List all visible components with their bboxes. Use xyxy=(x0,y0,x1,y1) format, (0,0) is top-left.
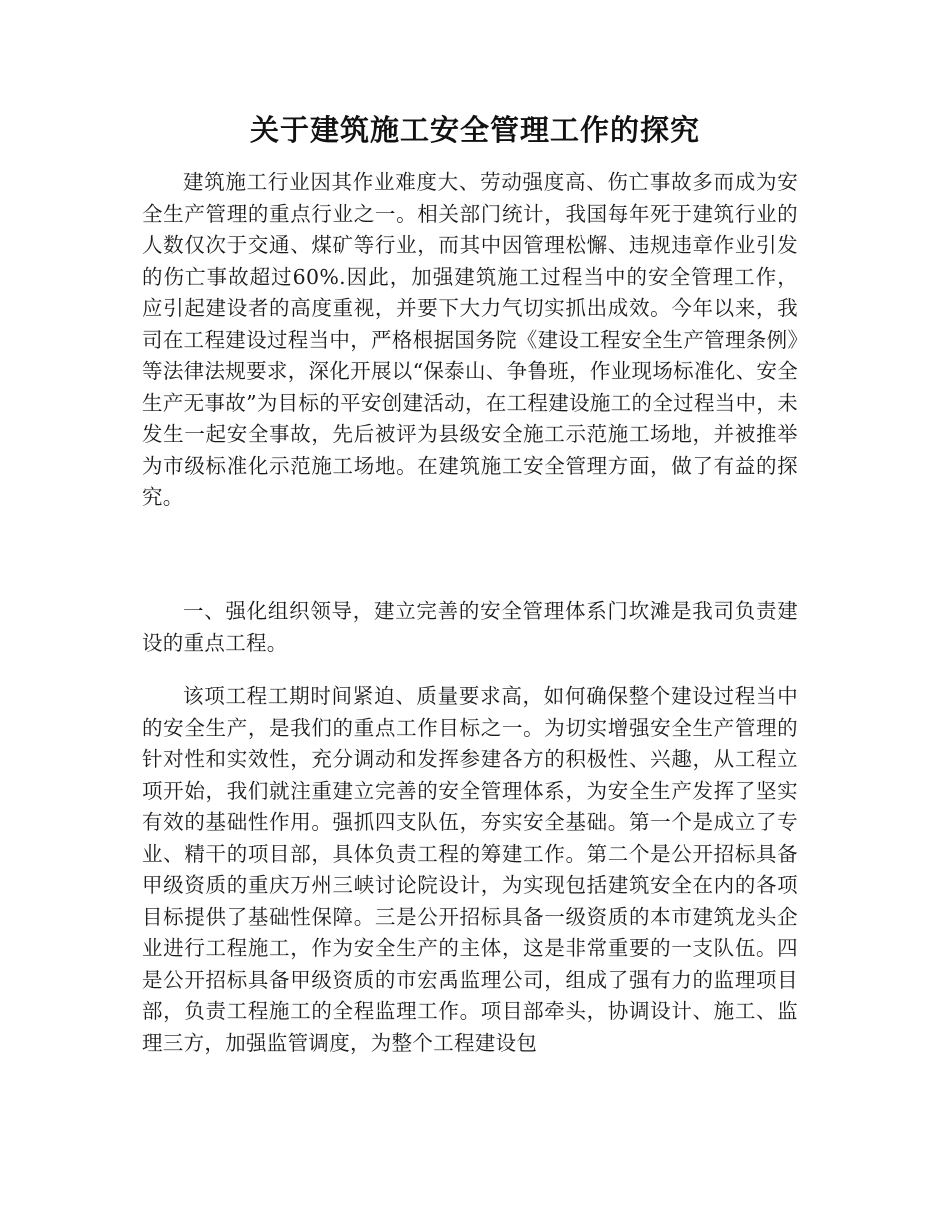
paragraph-section-heading: 一、强化组织领导，建立完善的安全管理体系门坎滩是我司负责建设的重点工程。 xyxy=(142,599,798,655)
paragraph-intro: 建筑施工行业因其作业难度大、劳动强度高、伤亡事故多而成为安全生产管理的重点行业之一。相关部门统计，我国每年死于建筑行业的人数仅次于交通、煤矿等行业，而其中因管理松懈、违规违章作业引发的伤亡事故超过60%.因此，加强建筑施工过程当中的安全管理工作，应引起建设者的高度重视，并要下大力气切实抓出成效。今年以来，我司在工程建设过程当中，严格根据国务院《建设工程安全生产管理条例》等法律法规要求，深化开展以“保泰山、争鲁班，作业现场标准化、安全生产无事故”为目标的平安创建活动，在工程建设施工的全过程当中，未发生一起安全事故，先后被评为县级安全施工示范施工场地，并被推举为市级标准化示范施工场地。在建筑施工安全管理方面，做了有益的探究。 xyxy=(142,170,798,509)
document-title: 关于建筑施工安全管理工作的探究 xyxy=(249,113,700,147)
paragraph-section-body: 该项工程工期时间紧迫、质量要求高，如何确保整个建设过程当中的安全生产，是我们的重点工作目标之一。为切实增强安全生产管理的针对性和实效性，充分调动和发挥参建各方的积极性、兴趣，从工程立项开始，我们就注重建立完善的安全管理体系，为安全生产发挥了坚实有效的基础性作用。强抓四支队伍，夯实安全基础。第一个是成立了专业、精干的项目部，具体负责工程的筹建工作。第二个是公开招标具备甲级资质的重庆万州三峡讨论院设计，为实现包括建筑安全在内的各项目标提供了基础性保障。三是公开招标具备一级资质的本市建筑龙头企业进行工程施工，作为安全生产的主体，这是非常重要的一支队伍。四是公开招标具备甲级资质的市宏禹监理公司，组成了强有力的监理项目部，负责工程施工的全程监理工作。项目部牵头，协调设计、施工、监理三方，加强监管调度，为整个工程建设包 xyxy=(142,684,798,1055)
